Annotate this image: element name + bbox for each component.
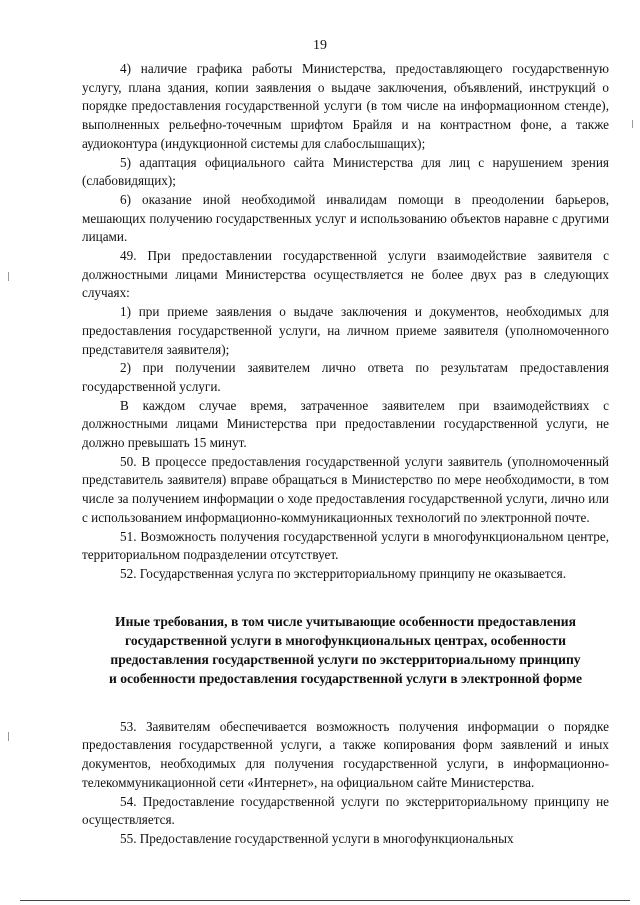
scan-margin-mark	[8, 732, 9, 741]
paragraph-49-item-1: 1) при приеме заявления о выдаче заключения и документов, необходимых для предоставления государственной услуги, на личном приеме заявителя (уполномоченного представителя заявителя);	[82, 304, 609, 357]
scan-margin-mark	[8, 272, 9, 281]
paragraph-52: 52. Государственная услуга по экстерриториальному принципу не оказывается.	[120, 565, 566, 581]
section-heading-line: предоставления государственной услуги по экстерриториальному принципу	[110, 651, 581, 667]
paragraph-53: 53. Заявителям обеспечивается возможность получения информации о порядке предоставления государственной услуги, а также копирования форм заявлений и иных документов, необходимых для получения государственной услуги, в информационно-телекоммуникационной сети «Интернет», на официальном сайте Министерства.	[82, 718, 609, 790]
paragraph-50: 50. В процессе предоставления государственной услуги заявитель (уполномоченный представитель заявителя) вправе обращаться в Министерство по мере необходимости, в том числе за получением информации о ходе предоставления государственной услуги, лично или с использованием информационно-коммуникационных технологий по электронной почте.	[82, 453, 609, 525]
page-number: 19	[313, 38, 327, 53]
paragraph-49-item-2: 2) при получении заявителем лично ответа по результатам предоставления государственной услуги.	[82, 360, 609, 394]
paragraph-item-6: 6) оказание иной необходимой инвалидам помощи в преодолении барьеров, мешающих получению государственных услуг и использованию объектов наравне с другими лицами.	[82, 191, 609, 245]
section-heading-line: и особенности предоставления государственной услуги в электронной форме	[108, 670, 583, 686]
section-heading	[82, 612, 609, 688]
paragraph-49: 49. При предоставлении государственной услуги взаимодействие заявителя с должностными лицами Министерства осуществляется не более двух раз в следующих случаях:	[82, 248, 609, 301]
scan-margin-mark	[632, 120, 633, 128]
paragraph-49-time-limit: В каждом случае время, затраченное заявителем при взаимодействиях с должностными лицами Министерства при предоставлении государственной услуги, не должно превышать 15 минут.	[82, 397, 609, 451]
paragraph-51: 51. Возможность получения государственной услуги в многофункциональном центре, территориальном подразделении отсутствует.	[82, 528, 609, 563]
section-heading-line: государственной услуги в многофункциональных центрах, особенности	[125, 632, 566, 648]
section-heading-line: Иные требования, в том числе учитывающие особенности предоставления	[115, 613, 576, 629]
paragraph-54: 54. Предоставление государственной услуги по экстерриториальному принципу не осуществляется.	[82, 793, 609, 828]
paragraph-item-4: 4) наличие графика работы Министерства, предоставляющего государственную услугу, плана здания, копии заявления о выдаче заключения, объявлений, инструкций о порядке предоставления государственной услуги (в том числе на информационном стенде), выполненных рельефно-точечным шрифтом Брайля и на контрастном фоне, а также аудиоконтура (индукционной системы для слабослышащих);	[82, 61, 609, 151]
document-body	[82, 60, 609, 849]
scan-edge-line	[20, 900, 630, 901]
paragraph-item-5: 5) адаптация официального сайта Министерства для лиц с нарушением зрения (слабовидящих);	[82, 154, 609, 189]
paragraph-55: 55. Предоставление государственной услуги в многофункциональных	[120, 830, 514, 846]
